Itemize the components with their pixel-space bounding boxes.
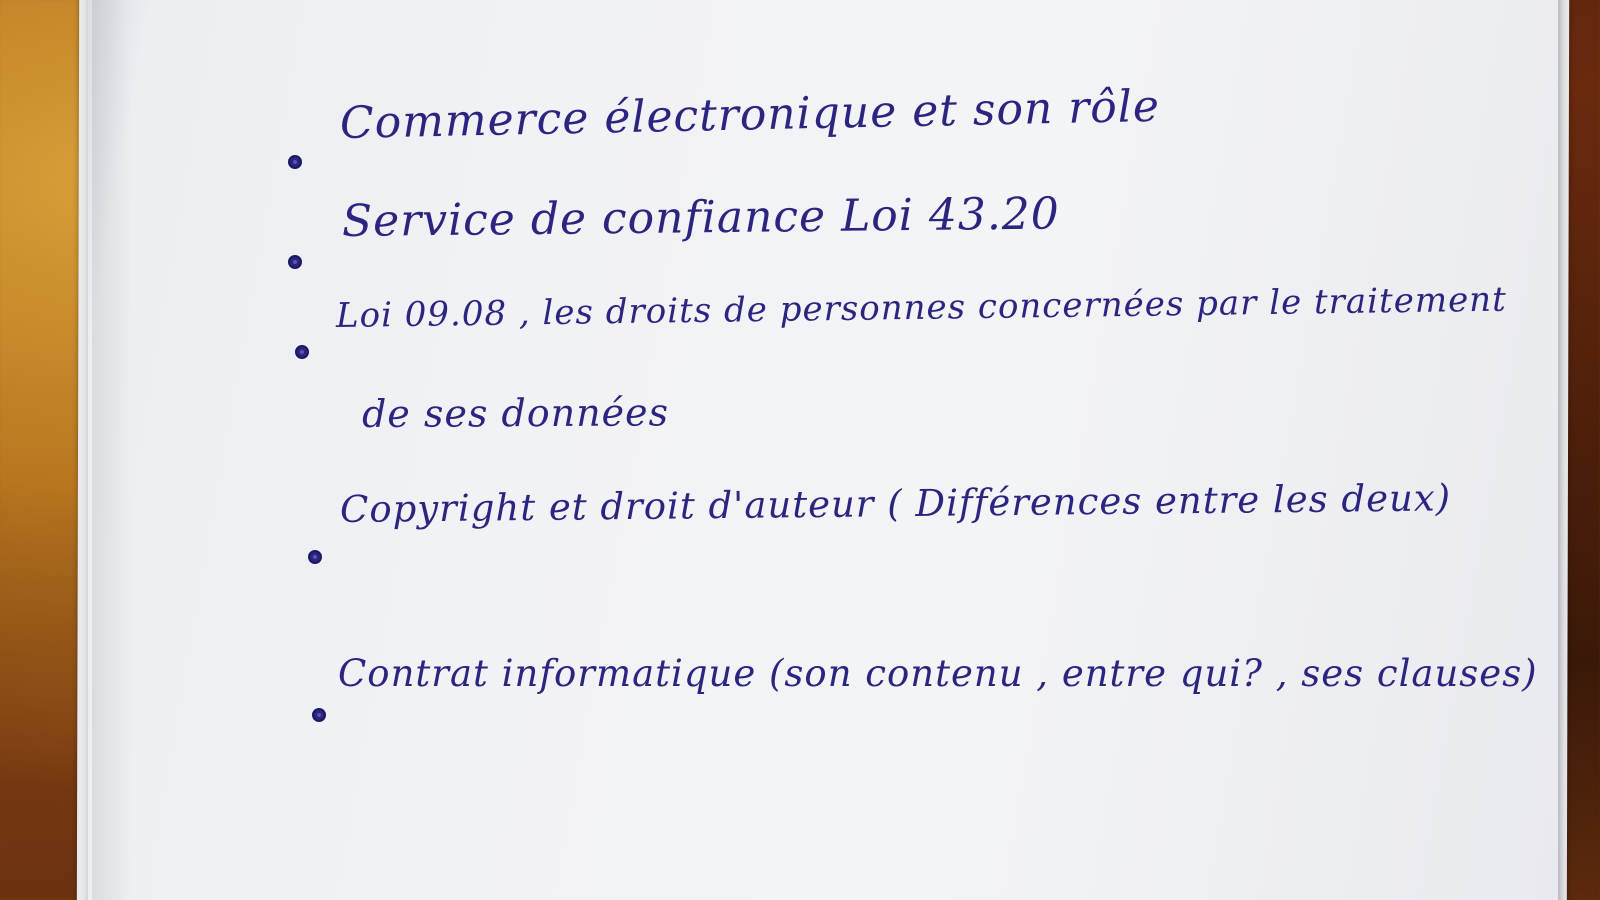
note-line-4: Copyright et droit d'auteur ( Différences entre les deux) <box>339 476 1452 531</box>
note-line-3: Loi 09.08 , les droits de personnes concernées par le traitement <box>335 279 1507 336</box>
bullet-icon <box>288 255 302 269</box>
bullet-icon <box>295 345 309 359</box>
bullet-icon <box>288 155 302 169</box>
note-line-1: Commerce électronique et son rôle <box>339 80 1161 149</box>
bullet-icon <box>308 550 322 564</box>
note-line-2: Service de confiance Loi 43.20 <box>341 188 1061 247</box>
note-line-3-continued: de ses données <box>361 390 670 436</box>
bullet-icon <box>312 708 326 722</box>
note-line-5: Contrat informatique (son contenu , entre qui? , ses clauses) <box>338 652 1538 695</box>
